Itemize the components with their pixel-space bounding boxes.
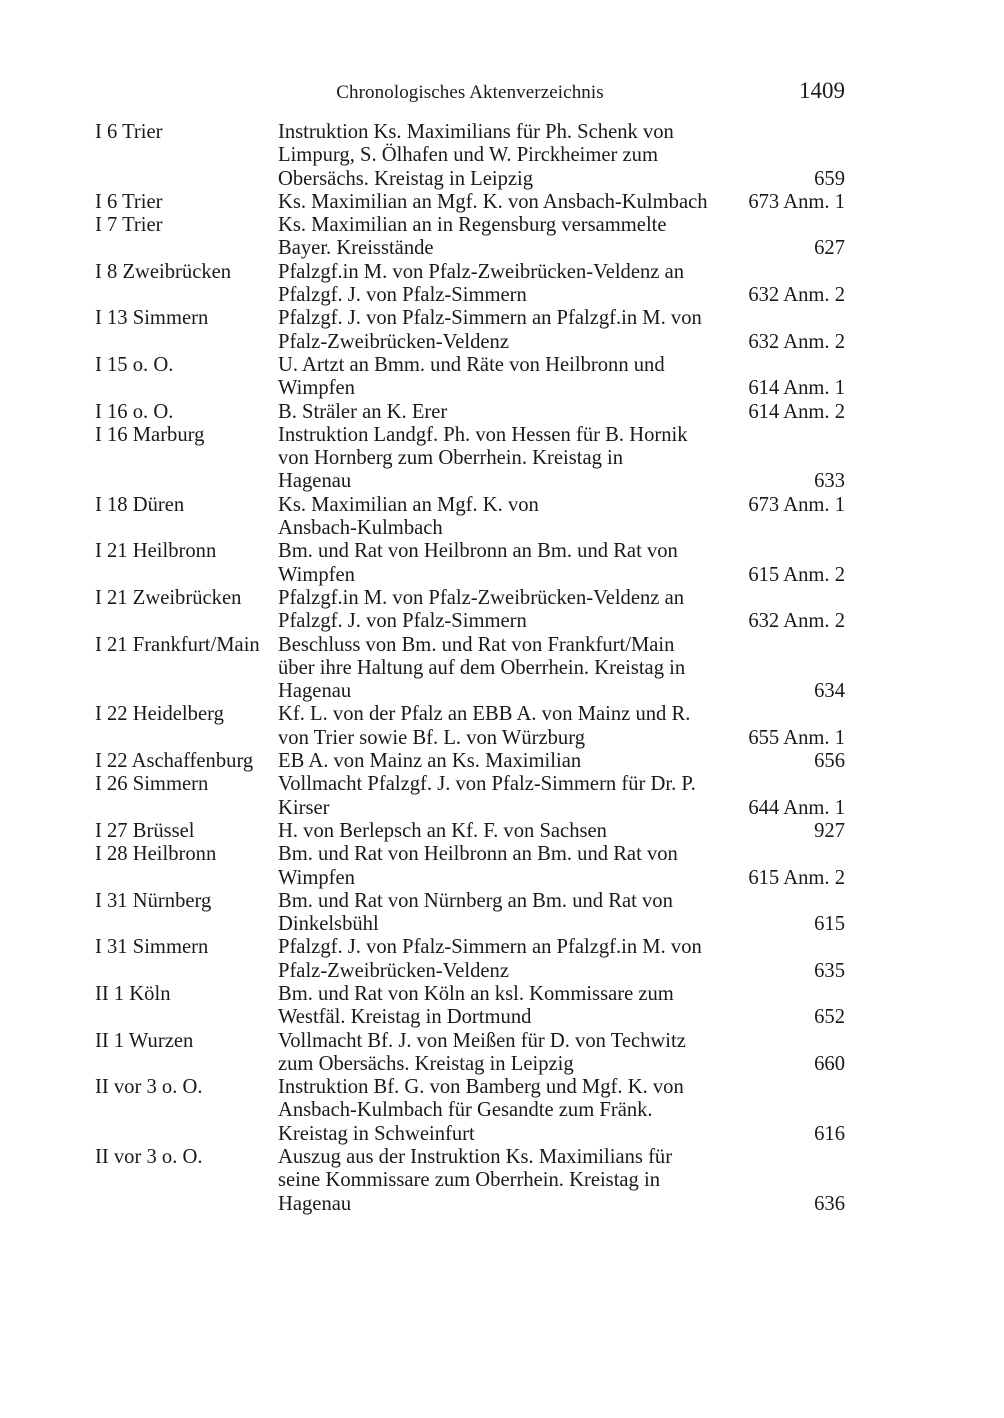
entry-description-line: Kirser [278,796,330,819]
entry-page-reference: 616 [814,1122,845,1145]
entry-description-line: Ansbach-Kulmbach [278,517,443,540]
entry-date: I 15 o. O. [95,353,174,376]
entry-page-reference: 673 Anm. 1 [748,493,845,516]
entry-date: I 22 Heidelberg [95,703,224,726]
entry-date: I 21 Zweibrücken [95,586,242,609]
entry-date: I 26 Simmern [95,773,209,796]
index-entry [95,1030,845,1077]
entry-description-line: seine Kommissare zum Oberrhein. Kreistag in [278,1169,661,1192]
entry-description [278,1030,738,1077]
index-entry [95,1076,845,1146]
entry-page-reference: 652 [814,1006,845,1029]
index-entry [95,890,845,937]
entry-description-line: Pfalzgf. J. von Pfalz-Simmern an Pfalzgf.in M. von [278,936,702,959]
entry-description-line: U. Artzt an Bmm. und Räte von Heilbronn und [278,353,665,376]
index-entry [95,703,845,750]
entry-page-reference: 634 [814,680,845,703]
entry-date: I 18 Düren [95,493,185,516]
entry-page-reference: 614 Anm. 1 [748,377,845,400]
entry-description-line: Auszug aus der Instruktion Ks. Maximilians für [278,1146,673,1169]
entry-date: I 27 Brüssel [95,819,195,842]
index-entry [95,540,845,587]
entry-date: I 7 Trier [95,214,163,237]
entry-date: I 16 Marburg [95,423,205,446]
entry-description [278,820,738,843]
index-entry [95,936,845,983]
index-entry [95,214,845,261]
entry-description-line: Pfalzgf.in M. von Pfalz-Zweibrücken-Veldenz an [278,260,685,283]
entry-description-line: Wimpfen [278,563,355,586]
entry-description [278,750,738,773]
entry-date: I 21 Heilbronn [95,540,217,563]
index-entry [95,773,845,820]
entry-date: I 6 Trier [95,121,163,143]
entry-description-line: Westfäl. Kreistag in Dortmund [278,1006,532,1029]
running-title: Chronologisches Aktenverzeichnis [336,82,604,103]
index-entry [95,401,845,424]
entry-description-line: Beschluss von Bm. und Rat von Frankfurt/Main [278,633,675,656]
entry-description-line: Ks. Maximilian an Mgf. K. von Ansbach-Kulmbach [278,190,708,213]
entry-page-reference: 632 Anm. 2 [748,330,845,353]
index-entry [95,983,845,1030]
entry-description [278,587,738,634]
index-entry [95,121,845,191]
entry-page-reference: 659 [814,167,845,190]
entry-page-reference: 615 Anm. 2 [748,866,845,889]
entry-description-line: Instruktion Landgf. Ph. von Hessen für B. Hornik [278,423,688,446]
entry-description-line: H. von Berlepsch an Kf. F. von Sachsen [278,819,607,842]
index-entry [95,843,845,890]
entry-description-line: Bm. und Rat von Köln an ksl. Kommissare zum [278,982,674,1005]
entry-description-line: EB A. von Mainz an Ks. Maximilian [278,750,582,773]
entry-description-line: Pfalzgf.in M. von Pfalz-Zweibrücken-Veldenz an [278,586,685,609]
entry-description-line: B. Sträler an K. Erer [278,400,448,423]
entry-date: I 21 Frankfurt/Main [95,633,260,656]
entry-page-reference: 632 Anm. 2 [748,610,845,633]
entry-description-line: Limpurg, S. Ölhafen und W. Pirckheimer zum [278,144,658,167]
entry-description-line: Pfalzgf. J. von Pfalz-Simmern [278,284,527,307]
entry-page-reference: 673 Anm. 1 [748,190,845,213]
entry-date: I 28 Heilbronn [95,843,217,866]
entry-description-line: Bm. und Rat von Heilbronn an Bm. und Rat von [278,843,678,866]
entry-description-line: Hagenau [278,1192,352,1215]
index-entry [95,750,845,773]
entry-description [278,634,738,704]
entry-description [278,354,738,401]
entry-page-reference: 660 [814,1052,845,1075]
entry-description-line: über ihre Haltung auf dem Oberrhein. Kreistag in [278,656,686,679]
entry-date: II 1 Wurzen [95,1029,194,1052]
entry-page-reference: 656 [814,750,845,773]
entry-description [278,424,738,494]
entry-description-line: Ks. Maximilian an in Regensburg versammelte [278,214,667,237]
entry-description-line: von Trier sowie Bf. L. von Würzburg [278,726,585,749]
index-entry [95,261,845,308]
entry-description [278,494,738,541]
entry-page-reference: 644 Anm. 1 [748,796,845,819]
entry-date: II vor 3 o. O. [95,1146,203,1169]
index-entry [95,354,845,401]
entry-description [278,936,738,983]
entry-description [278,307,738,354]
entry-description-line: Wimpfen [278,377,355,400]
entry-description [278,191,738,214]
entry-page-reference: 615 Anm. 2 [748,563,845,586]
entry-date: I 8 Zweibrücken [95,260,232,283]
entry-page-reference: 632 Anm. 2 [748,284,845,307]
page-number: 1409 [799,78,845,103]
entry-description-line: Vollmacht Bf. J. von Meißen für D. von Techwitz [278,1029,686,1052]
entry-page-reference: 627 [814,237,845,260]
entry-description-line: Wimpfen [278,866,355,889]
entry-description [278,1146,738,1216]
entry-date: I 31 Simmern [95,936,209,959]
entry-page-reference: 635 [814,959,845,982]
entry-description-line: Vollmacht Pfalzgf. J. von Pfalz-Simmern für Dr. P. [278,773,696,796]
entry-description-line: Pfalz-Zweibrücken-Veldenz [278,959,509,982]
entry-description-line: Ansbach-Kulmbach für Gesandte zum Fränk. [278,1099,653,1122]
index-entry [95,820,845,843]
index-entry [95,494,845,541]
entry-description-line: Pfalz-Zweibrücken-Veldenz [278,330,509,353]
entry-description-line: Hagenau [278,470,352,493]
entry-description-line: Instruktion Bf. G. von Bamberg und Mgf. K. von [278,1076,684,1099]
entry-description [278,261,738,308]
entry-description-line: Pfalzgf. J. von Pfalz-Simmern [278,610,527,633]
entry-description [278,983,738,1030]
entry-description-line: Hagenau [278,680,352,703]
entry-description-line: Obersächs. Kreistag in Leipzig [278,167,534,190]
entry-date: I 22 Aschaffenburg [95,750,254,773]
entry-description-line: Bayer. Kreisstände [278,237,434,260]
entry-page-reference: 636 [814,1192,845,1215]
entry-date: I 31 Nürnberg [95,889,212,912]
page-header [95,78,845,108]
index-entry [95,307,845,354]
entry-description-line: von Hornberg zum Oberrhein. Kreistag in [278,447,624,470]
entry-description [278,1076,738,1146]
entry-date: I 13 Simmern [95,307,209,330]
index-entry [95,424,845,494]
entry-description-line: Kreistag in Schweinfurt [278,1122,475,1145]
entry-description-line: Ks. Maximilian an Mgf. K. von [278,493,539,516]
entry-description-line: Instruktion Ks. Maximilians für Ph. Schenk von [278,121,674,143]
entry-date: I 16 o. O. [95,400,174,423]
entry-page-reference: 615 [814,913,845,936]
entry-page-reference: 614 Anm. 2 [748,400,845,423]
index-entry [95,1146,845,1216]
entry-date: II 1 Köln [95,982,171,1005]
entry-description [278,703,738,750]
index-entry [95,634,845,704]
entry-description-line: Pfalzgf. J. von Pfalz-Simmern an Pfalzgf.in M. von [278,307,702,330]
entry-description [278,540,738,587]
entry-description [278,121,738,191]
entry-description [278,401,738,424]
entry-description [278,214,738,261]
entry-description-line: Bm. und Rat von Nürnberg an Bm. und Rat von [278,889,673,912]
entry-description-line: Dinkelsbühl [278,913,379,936]
entry-description-line: Kf. L. von der Pfalz an EBB A. von Mainz und R. [278,703,691,726]
index-entry [95,191,845,214]
entry-page-reference: 927 [814,819,845,842]
entry-description [278,843,738,890]
entry-date: II vor 3 o. O. [95,1076,203,1099]
index-entry [95,587,845,634]
entry-page-reference: 633 [814,470,845,493]
entry-page-reference: 655 Anm. 1 [748,726,845,749]
entry-description-line: zum Obersächs. Kreistag in Leipzig [278,1052,574,1075]
entry-description-line: Bm. und Rat von Heilbronn an Bm. und Rat von [278,540,678,563]
entry-date: I 6 Trier [95,190,163,213]
entry-description [278,890,738,937]
entry-description [278,773,738,820]
chronological-index [95,121,845,1216]
